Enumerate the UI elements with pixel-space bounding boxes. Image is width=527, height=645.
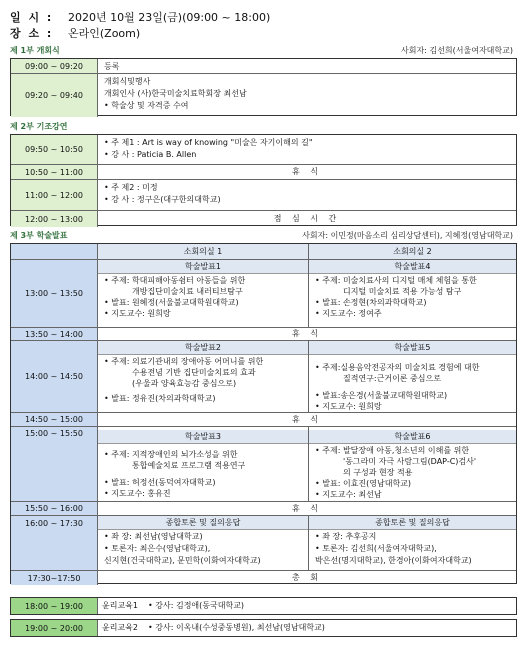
place-value: 온라인(Zoom) bbox=[68, 27, 141, 40]
content-cell: • 주 제2 : 미정 • 강 사 : 정구은(대구한의대학교) bbox=[104, 183, 221, 204]
time-cell: 19:00 ~ 20:00 bbox=[11, 620, 98, 636]
table-row bbox=[11, 165, 516, 180]
lunch-label: 점 심 시 간 bbox=[273, 214, 341, 223]
content-cell: • 주 제1 : Art is way of knowing "미술은 자기이해의 길" • 강 사 : Paticia B. Allen bbox=[104, 138, 313, 159]
ethics-lecturer: • 강사: 이옥내(수성중동병원), 최선남(영남대학교) bbox=[148, 623, 325, 632]
time-cell: 13:00 ~ 13:50 bbox=[11, 260, 98, 327]
discussion-title: 종합토론 및 질의응답 bbox=[309, 516, 516, 530]
time-cell: 18:00 ~ 19:00 bbox=[11, 598, 98, 614]
table-row bbox=[11, 328, 516, 341]
time-cell: 09:50 ~ 10:50 bbox=[11, 135, 98, 164]
time-cell: 16:00 ~ 17:30 bbox=[11, 516, 98, 570]
break-label: 휴 식 bbox=[292, 503, 322, 513]
session-left-cell: 학술발표3 • 주제: 지적장애인의 뇌가소성을 위한 통합예술치료 프로그램 적용연구 • 발표: 허정선(동덕여자대학교) • 지도교수: 홍유진 bbox=[98, 427, 309, 501]
time-cell: 14:50 ~ 15:00 bbox=[11, 413, 98, 426]
place-label: 장 소 : bbox=[10, 27, 54, 40]
table-row bbox=[11, 413, 516, 427]
discussion-title: 종합토론 및 질의응답 bbox=[98, 516, 308, 530]
presentation-title: 학술발표3 bbox=[98, 430, 308, 444]
part1-title-bar bbox=[10, 44, 517, 57]
content-cell bbox=[98, 598, 516, 614]
part2-title-bar bbox=[10, 120, 517, 133]
presentation-title: 학술발표5 bbox=[309, 341, 516, 355]
table-row bbox=[11, 502, 516, 516]
session-left-cell: 학술발표2 • 주제: 의료기관내의 장애아동 어머니를 위한 수용전념 기반 집단미술치료의 효과 (우울과 양육효능감 중심으로) • 발표: 정유진(차의과학대학교) bbox=[98, 341, 309, 412]
time-cell: 10:50 ~ 11:00 bbox=[11, 165, 98, 179]
table-row bbox=[11, 516, 516, 571]
session-right-cell: 종합토론 및 질의응답 • 좌 장: 추후공지 • 토론자: 김선희(서울여자대학교), 박은선(명지대학교), 한경아(이화여자대학교) bbox=[309, 516, 516, 570]
presentation-title: 학술발표6 bbox=[309, 430, 516, 444]
part1-table bbox=[10, 58, 517, 116]
table-row bbox=[11, 59, 516, 74]
time-cell: 15:50 ~ 16:00 bbox=[11, 502, 98, 515]
ethics-title: 윤리교육2 bbox=[102, 623, 139, 632]
time-cell: 09:20 ~ 09:40 bbox=[11, 74, 98, 117]
break-label: 휴 식 bbox=[292, 167, 322, 176]
break-label: 휴 식 bbox=[292, 329, 322, 338]
session-right-cell: 학술발표5 • 주제:실용음악전공자의 미술치료 경험에 대한 질적연구:근거이론 중심으로 • 발표:송은경(서울불교대학원대학교) • 지도교수: 원희랑 bbox=[309, 341, 516, 412]
content-cell: 등록 bbox=[104, 62, 120, 71]
content-cell: 개회식및행사 개회인사 (사)한국미술치료학회장 최선남 • 학술상 및 자격증 수여 bbox=[104, 77, 247, 110]
time-cell: 12:00 ~ 13:00 bbox=[11, 211, 98, 227]
table-row bbox=[11, 260, 516, 328]
general-assembly-label: 총 회 bbox=[292, 573, 322, 582]
session-right-cell: 학술발표4 • 주제: 미술치료사의 디지털 매체 체험을 통한 디지털 미술치료 적용 가능성 탐구 • 발표: 손정현(차의과학대학교) • 지도교수: 정여주 bbox=[309, 260, 516, 327]
ethics-title: 윤리교육1 bbox=[102, 601, 139, 610]
part3-title: 제 3부 학술발표 bbox=[10, 231, 68, 240]
ethics-lecturer: • 강사: 김정애(동국대학교) bbox=[148, 601, 245, 610]
session-right-title: 소회의실 2 bbox=[393, 247, 432, 256]
table-row bbox=[11, 180, 516, 211]
content-cell bbox=[98, 620, 516, 636]
time-cell: 14:00 ~ 14:50 bbox=[11, 341, 98, 412]
date-value: 2020년 10월 23일(금)(09:00 ~ 18:00) bbox=[68, 11, 271, 24]
session-left-cell: 학술발표1 • 주제: 학대피해아동쉼터 아동들을 위한 개방집단미술치료 내러티브탐구 • 발표: 원혜정(서울불교대학원대학교) • 지도교수: 원희랑 bbox=[98, 260, 309, 327]
session-left-cell: 종합토론 및 질의응답 • 좌 장: 최선남(영남대학교) • 토론자: 최은수(영남대학교), 신지현(건국대학교), 문민학(이화여자대학교) bbox=[98, 516, 309, 570]
time-cell: 09:00 ~ 09:20 bbox=[11, 59, 98, 73]
table-row bbox=[11, 427, 516, 502]
session-right-cell: 학술발표6 • 주제: 발달장애 아동,청소년의 이해를 위한 '동그라미 자극 사람그림(DAP-C)검사' 의 구성과 현장 적용 • 발표: 이효진(영남대학교) • 지도교수: 최선남 bbox=[309, 427, 516, 501]
table-row bbox=[11, 74, 516, 117]
session-left-title: 소회의실 1 bbox=[98, 244, 309, 259]
part3-table bbox=[10, 243, 517, 584]
time-cell: 11:00 ~ 12:00 bbox=[11, 180, 98, 210]
part1-title: 제 1부 개회식 bbox=[10, 46, 60, 55]
ethics-row-1 bbox=[10, 597, 517, 615]
table-row bbox=[11, 135, 516, 165]
place-line bbox=[10, 25, 140, 41]
date-label: 일 시 : bbox=[10, 11, 54, 24]
session-header-row bbox=[11, 244, 516, 260]
break-label: 휴 식 bbox=[292, 414, 322, 424]
part2-title: 제 2부 기조강연 bbox=[10, 122, 68, 131]
table-row bbox=[11, 211, 516, 227]
presentation-title: 학술발표4 bbox=[309, 260, 516, 274]
part3-moderator: 사회자: 이민정(마음소리 심리상담센터), 지혜정(영남대학교) bbox=[302, 231, 513, 240]
part2-table bbox=[10, 134, 517, 226]
presentation-title: 학술발표1 bbox=[98, 260, 308, 274]
time-cell: 13:50 ~ 14:00 bbox=[11, 328, 98, 340]
time-cell: 17:30~17:50 bbox=[11, 571, 98, 585]
part1-moderator: 사회자: 김선희(서울여자대학교) bbox=[401, 46, 513, 55]
date-line bbox=[10, 9, 270, 25]
table-row bbox=[11, 571, 516, 585]
table-row bbox=[11, 341, 516, 413]
presentation-title: 학술발표2 bbox=[98, 341, 308, 355]
part3-title-bar bbox=[10, 229, 517, 242]
time-cell: 15:00 ~ 15:50 bbox=[11, 427, 98, 501]
ethics-row-2 bbox=[10, 619, 517, 637]
empty-time-cell bbox=[11, 244, 98, 259]
